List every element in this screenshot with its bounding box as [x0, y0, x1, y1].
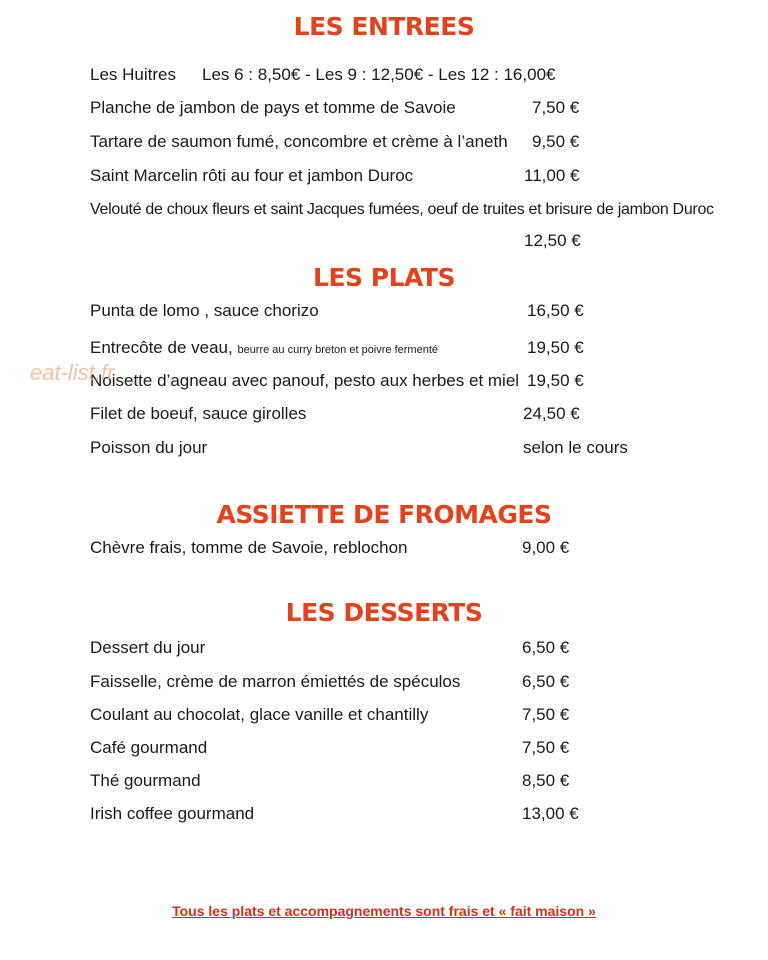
item-price: 9,50 €: [532, 132, 580, 151]
item-price: 12,50 €: [524, 231, 581, 250]
watermark: eat-list.fr: [30, 360, 115, 385]
item-name: Tartare de saumon fumé, concombre et crème à l’aneth: [90, 132, 508, 151]
section-title-entrees: LES ENTREES: [293, 12, 475, 41]
item-price: 24,50 €: [523, 404, 580, 423]
item-price: 7,50 €: [522, 738, 570, 757]
item-name: Café gourmand: [90, 738, 208, 757]
item-name: Velouté de choux fleurs et saint Jacques fumées, oeuf de truites et brisure de jambon Duroc: [90, 201, 714, 218]
item-name: Dessert du jour: [90, 638, 206, 657]
section-title-desserts: LES DESSERTS: [285, 598, 483, 627]
item-price: 8,50 €: [522, 771, 570, 790]
item-price: 13,00 €: [522, 804, 579, 823]
item-price: selon le cours: [523, 438, 628, 457]
item-name: Noisette d’agneau avec panouf, pesto aux herbes et miel: [90, 371, 520, 390]
item-price: 9,00 €: [522, 538, 570, 557]
item-name: Faisselle, crème de marron émiettés de spéculos: [90, 672, 461, 691]
item-price: 19,50 €: [527, 338, 584, 357]
item-note: beurre au curry breton et poivre fermenté: [237, 344, 438, 356]
item-price: 19,50 €: [527, 371, 584, 390]
item-name: Irish coffee gourmand: [90, 804, 255, 823]
item-name: Planche de jambon de pays et tomme de Savoie: [90, 98, 456, 117]
item-price: 7,50 €: [532, 98, 580, 117]
item-name: Punta de lomo , sauce chorizo: [90, 301, 319, 320]
item-name: Filet de boeuf, sauce girolles: [90, 404, 307, 423]
item-price: Les 6 : 8,50€ - Les 9 : 12,50€ - Les 12 : 16,00€: [202, 65, 556, 84]
item-price: 6,50 €: [522, 638, 570, 657]
item-name-main: Entrecôte de veau,: [90, 338, 233, 357]
item-name: [90, 336, 438, 362]
footer-note: Tous les plats et accompagnements sont frais et « fait maison »: [172, 903, 596, 919]
item-name: Thé gourmand: [90, 771, 201, 790]
section-title-fromages: ASSIETTE DE FROMAGES: [216, 500, 552, 529]
section-title-plats: LES PLATS: [313, 263, 455, 292]
item-name: Coulant au chocolat, glace vanille et chantilly: [90, 705, 429, 724]
item-name: Saint Marcelin rôti au four et jambon Duroc: [90, 166, 414, 185]
item-price: 7,50 €: [522, 705, 570, 724]
item-price: 16,50 €: [527, 301, 584, 320]
item-price: 6,50 €: [522, 672, 570, 691]
item-name: Poisson du jour: [90, 438, 208, 457]
item-name: Chèvre frais, tomme de Savoie, reblochon: [90, 538, 408, 557]
item-name: Les Huitres: [90, 65, 176, 84]
item-price: 11,00 €: [524, 166, 580, 185]
